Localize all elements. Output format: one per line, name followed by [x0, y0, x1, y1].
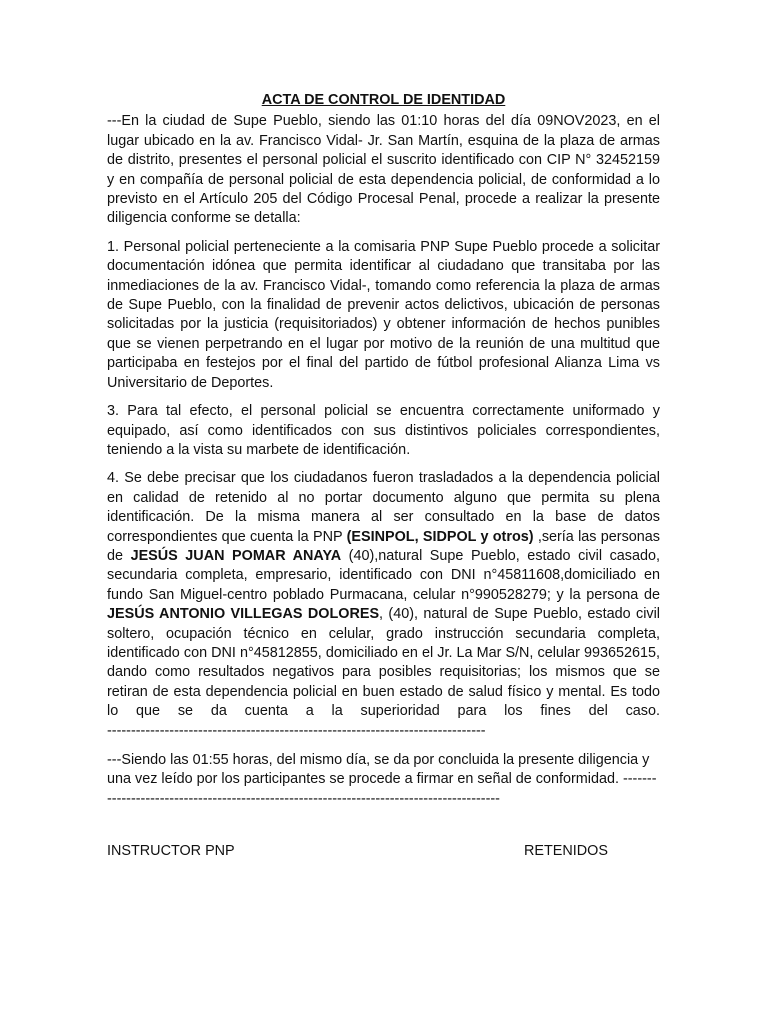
- item-1-paragraph: 1. Personal policial perteneciente a la comisaria PNP Supe Pueblo procede a solicitar documentación idónea que permita identificar al ciudadano que transitaba por las inmediaciones de la av. Francisco Vidal-, tomando como referencia la plaza de armas de Supe Pueblo, con la finalidad de prevenir actos delictivos, ubicación de personas solicitadas por la justicia (requisitoriados) y obtener información de hechos punibles que se vienen perpetrando en el lugar por motivo de la reunión de una multitud que participaba en festejos por el final del partido de fútbol profesional Alianza Lima vs Universitario de Deportes.: [107, 238, 660, 391]
- item-4-text-1: 4. Se debe precisar que los ciudadanos fueron trasladados a la dependencia policial en calidad de retenido al no portar documento alguno que permita su plena identificación. De la misma manera al ser consultado en la base de datos correspondientes que cuenta la PNP: [107, 470, 660, 545]
- signature-instructor: INSTRUCTOR PNP: [107, 843, 235, 860]
- item-4-systems: (ESINPOL, SIDPOL y otros): [346, 528, 534, 545]
- separator-line: -------------------------------------------------------------------------------: [107, 722, 486, 739]
- intro-paragraph: ---En la ciudad de Supe Pueblo, siendo las 01:10 horas del día 09NOV2023, en el lugar ubicado en la av. Francisco Vidal- Jr. San Martín, esquina de la plaza de armas de distrito, presentes el personal policial el suscrito identificado con CIP N° 32452159 y en compañía de personal policial de esta dependencia policial, de conformidad a lo previsto en el Artículo 205 del Código Procesal Penal, procede a realizar la presente diligencia conforme se detalla:: [107, 113, 660, 227]
- person-1-name: JESÚS JUAN POMAR ANAYA: [130, 547, 342, 564]
- signature-block: [107, 842, 660, 862]
- item-4-text-3: (40),natural Supe Pueblo, estado civil casado, secundaria completa, empresario, identificado con DNI n°45811608,domiciliado en fundo San Miguel-centro poblado Purmacana, celular n°990528279; y la persona de: [107, 547, 660, 603]
- item-4-paragraph: [107, 469, 660, 721]
- item-4-text-4: , (40), natural de Supe Pueblo, estado civil soltero, ocupación técnico en celular, grado instrucción secundaria completa, identificado con DNI n°45812855, domiciliado en el Jr. La Mar S/N, celular 993652615, dando como resultados negativos para posibles requisitorias; los mismos que se retiran de esta dependencia policial en buen estado de salud físico y mental. Es todo lo que se da cuenta a la superioridad para los fines del caso.: [107, 606, 660, 720]
- document-title: ACTA DE CONTROL DE IDENTIDAD: [261, 92, 506, 108]
- closing-paragraph: ---Siendo las 01:55 horas, del mismo día, se da por concluida la presente diligencia y una vez leído por los participantes se procede a firmar en señal de conformidad. -----------------------------------------------------------------------------------------: [107, 752, 657, 807]
- document-page: [107, 88, 660, 862]
- item-4-text-2: ,sería las personas de: [107, 528, 660, 564]
- person-2-name: JESÚS ANTONIO VILLEGAS DOLORES: [107, 606, 380, 623]
- item-3-paragraph: 3. Para tal efecto, el personal policial se encuentra correctamente uniformado y equipado, así como identificados con sus distintivos policiales correspondientes, teniendo a la vista su marbete de identificación.: [107, 403, 660, 458]
- signature-retenidos: RETENIDOS: [524, 843, 608, 860]
